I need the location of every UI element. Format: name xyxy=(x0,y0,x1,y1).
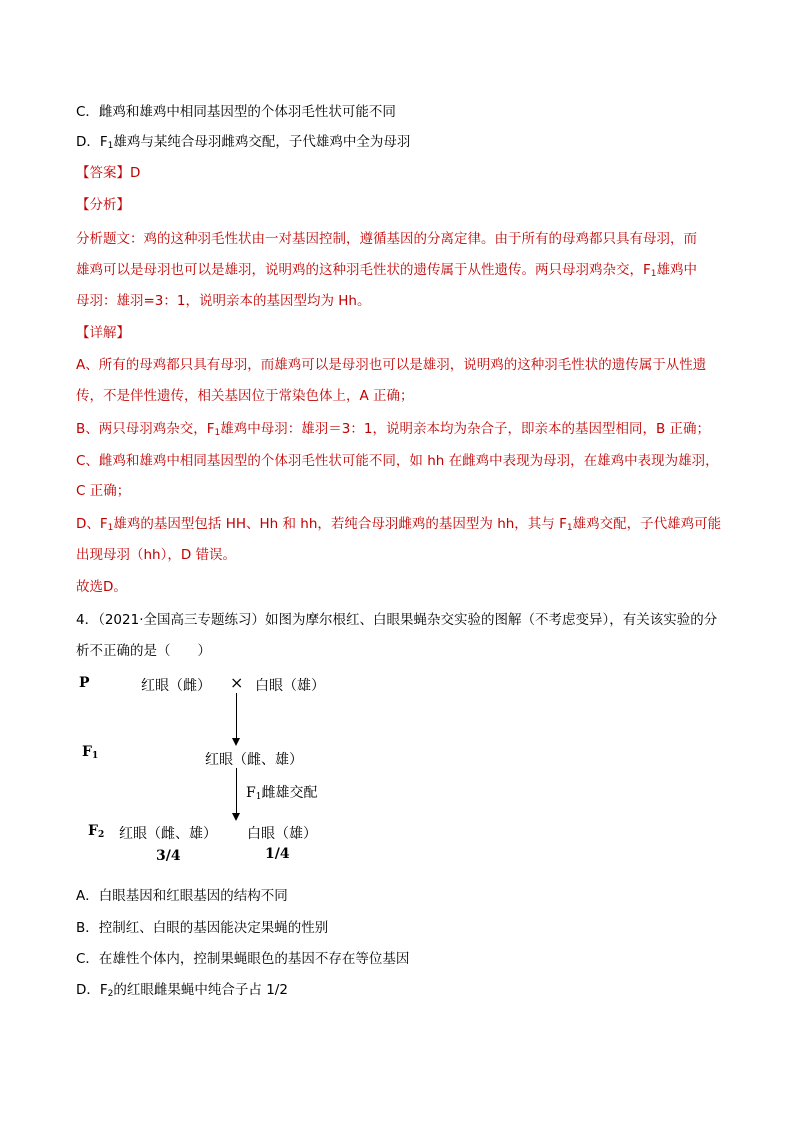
option-a: A．白眼基因和红眼基因的结构不同 xyxy=(76,888,288,904)
f2-red-phenotype: 红眼（雌、雄） xyxy=(119,826,217,842)
detail-heading: 【详解】 xyxy=(76,325,130,341)
f2-red-ratio: 3/4 xyxy=(156,848,181,864)
f2-white-ratio: 1/4 xyxy=(265,846,290,862)
text: 雄鸡交配，子代雄鸡可能 xyxy=(572,516,722,532)
arrow-head xyxy=(232,813,240,821)
text: D．F xyxy=(76,982,108,998)
text: 雄鸡的基因型包括 HH、Hh 和 hh，若纯合母羽雌鸡的基因型为 hh，其与 F xyxy=(113,516,567,532)
text: D、F xyxy=(76,516,108,532)
text: F xyxy=(246,785,256,801)
detail-c-line-1: C、雌鸡和雄鸡中相同基因型的个体羽毛性状可能不同，如 hh 在雌鸡中表现为母羽，在雄鸡中表现为雄羽， xyxy=(76,453,719,469)
text: 雄鸡中母羽：雄羽＝3：1，说明亲本均为杂合子，即亲本的基因型相同，B 正确； xyxy=(220,421,710,437)
text: F xyxy=(88,823,98,839)
option-c: C．在雄性个体内，控制果蝇眼色的基因不存在等位基因 xyxy=(76,951,410,967)
p-male-phenotype: 白眼（雄） xyxy=(255,678,325,694)
text: B、两只母羽鸡杂交，F xyxy=(76,421,215,437)
text: 的红眼雌果蝇中纯合子占 1/2 xyxy=(113,982,288,998)
subscript: 1 xyxy=(255,792,262,802)
prev-option-d xyxy=(76,132,410,156)
subscript: 1 xyxy=(107,523,114,533)
f1-phenotype: 红眼（雌、雄） xyxy=(205,752,303,768)
option-b: B．控制红、白眼的基因能决定果蝇的性别 xyxy=(76,920,329,936)
detail-a-line-1: A、所有的母鸡都只具有母羽，而雄鸡可以是母羽也可以是雄羽，说明鸡的这种羽毛性状的遗传属于从性遗 xyxy=(76,357,707,373)
arrow-f1-to-f2 xyxy=(236,768,237,814)
option-d xyxy=(76,980,288,1004)
subscript: 2 xyxy=(97,830,105,840)
f2-white-phenotype: 白眼（雄） xyxy=(247,826,317,842)
text: 雄鸡与某纯合母羽雌鸡交配，子代雄鸡中全为母羽 xyxy=(113,134,411,150)
p-generation-label: P xyxy=(79,675,90,691)
f1-cross-label xyxy=(246,782,317,802)
subscript: 1 xyxy=(566,523,573,533)
subscript: 1 xyxy=(650,269,657,279)
detail-c-line-2: C 正确； xyxy=(76,483,131,499)
subscript: 1 xyxy=(214,428,221,438)
subscript: 1 xyxy=(91,751,99,761)
text: 雌雄交配 xyxy=(261,785,318,801)
f1-generation-label xyxy=(82,744,98,761)
analysis-line-2 xyxy=(76,260,697,284)
analysis-heading: 【分析】 xyxy=(76,197,130,213)
subscript: 1 xyxy=(107,141,114,151)
arrow-head xyxy=(232,738,240,746)
subscript: 2 xyxy=(107,989,114,999)
analysis-line-1: 分析题文：鸡的这种羽毛性状由一对基因控制，遵循基因的分离定律。由于所有的母鸡都只具有母羽，而 xyxy=(76,231,697,247)
f2-generation-label xyxy=(88,823,104,840)
text: 雄鸡可以是母羽也可以是雄羽，说明鸡的这种羽毛性状的遗传属于从性遗传。两只母羽鸡杂交，F xyxy=(76,262,651,278)
text: D．F xyxy=(76,134,108,150)
arrow-p-to-f1 xyxy=(236,693,237,739)
answer: 【答案】D xyxy=(76,165,141,181)
text: 雄鸡中 xyxy=(656,262,697,278)
detail-a-line-2: 传，不是伴性遗传，相关基因位于常染色体上，A 正确； xyxy=(76,388,414,404)
cross-symbol: × xyxy=(230,673,244,692)
question-line-1: 4．（2021·全国高三专题练习）如图为摩尔根红、白眼果蝇杂交实验的图解（不考虑变异），有关该实验的分 xyxy=(76,612,718,628)
p-female-phenotype: 红眼（雌） xyxy=(141,678,211,694)
detail-b-line xyxy=(76,419,710,443)
detail-d-line-2: 出现母羽（hh），D 错误。 xyxy=(76,547,237,563)
detail-d-line-1 xyxy=(76,514,721,538)
prev-option-c: C．雌鸡和雄鸡中相同基因型的个体羽毛性状可能不同 xyxy=(76,104,396,120)
question-line-2: 析不正确的是（ ） xyxy=(76,643,211,659)
analysis-line-3: 母羽：雄羽=3：1，说明亲本的基因型均为 Hh。 xyxy=(76,293,371,309)
text: F xyxy=(82,744,92,760)
detail-conclusion: 故选D。 xyxy=(76,579,127,595)
